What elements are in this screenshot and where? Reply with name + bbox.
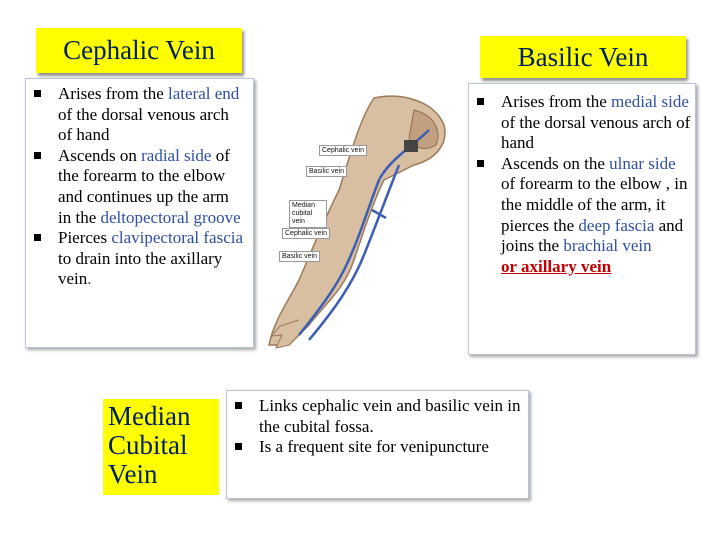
highlight-term: . <box>87 269 92 289</box>
list-item <box>469 154 691 278</box>
basilic-description-box <box>468 83 696 355</box>
bullet-text: and joins the <box>501 215 684 256</box>
axilla-marker <box>404 140 418 152</box>
bullet-text: Links cephalic vein and basilic vein in the cubital fossa. <box>259 396 521 436</box>
figure-label-cephalic-upper: Cephalic vein <box>319 145 367 156</box>
title-line: Cubital <box>108 430 188 460</box>
bullet-text: Ascends on the <box>501 153 610 173</box>
bullet-text: Pierces <box>58 228 112 248</box>
list-item <box>26 84 244 146</box>
bullet-square-icon <box>34 90 41 97</box>
highlight-term: deep fascia <box>578 215 655 235</box>
median-description-box <box>226 390 529 499</box>
bullet-text: Ascends on <box>58 145 142 165</box>
bullet-text: Is a frequent site for venipuncture <box>259 437 489 457</box>
figure-label-basilic-lower: Basilic vein <box>279 251 320 262</box>
bullet-square-icon <box>34 234 41 241</box>
highlight-term: lateral end <box>168 84 240 103</box>
bullet-square-icon <box>235 443 242 450</box>
bullet-text: of forearm to the elbow , in the middle of the arm, it pierces the <box>501 174 688 235</box>
arm-veins-illustration <box>264 90 464 350</box>
cephalic-description-box <box>25 78 254 348</box>
list-item <box>469 92 691 154</box>
figure-label-median-cubital: Median cubital vein <box>289 200 327 228</box>
bullet-square-icon <box>477 160 484 167</box>
list-item <box>26 228 244 290</box>
bullet-text: to drain into the axillary vein <box>58 248 223 289</box>
cephalic-vein-title: Cephalic Vein <box>36 28 242 73</box>
title-line: Median <box>108 401 191 431</box>
basilic-bullet-list <box>469 92 691 277</box>
highlight-term: clavipectoral fascia <box>111 228 244 248</box>
figure-label-cephalic-lower: Cephalic vein <box>282 228 330 239</box>
basilic-vein-title: Basilic Vein <box>480 36 686 78</box>
cephalic-bullet-list <box>26 84 244 290</box>
bullet-text: Arises from the <box>501 92 612 111</box>
list-item <box>227 396 527 437</box>
bullet-text: of the dorsal venous arch of hand <box>58 104 229 145</box>
list-item <box>26 146 244 228</box>
bullet-square-icon <box>235 402 242 409</box>
highlight-term: radial side <box>141 145 212 165</box>
figure-label-basilic-upper: Basilic vein <box>306 166 347 177</box>
highlight-term: deltopectoral groove <box>100 207 241 227</box>
bullet-square-icon <box>34 152 41 159</box>
title-line: Vein <box>108 459 158 489</box>
highlight-term-red: or axillary vein <box>501 256 612 276</box>
bullet-text: of the dorsal venous arch of hand <box>501 112 691 153</box>
median-bullet-list <box>227 396 527 458</box>
bullet-square-icon <box>477 98 484 105</box>
bullet-text: of the forearm to the elbow and continues up the arm in the <box>58 145 230 227</box>
median-cubital-vein-title <box>103 399 219 495</box>
highlight-term: brachial vein <box>563 236 652 256</box>
highlight-term: ulnar side <box>609 153 676 173</box>
bullet-text: Arises from the <box>58 84 169 103</box>
list-item <box>227 437 527 458</box>
highlight-term: medial side <box>611 92 689 111</box>
